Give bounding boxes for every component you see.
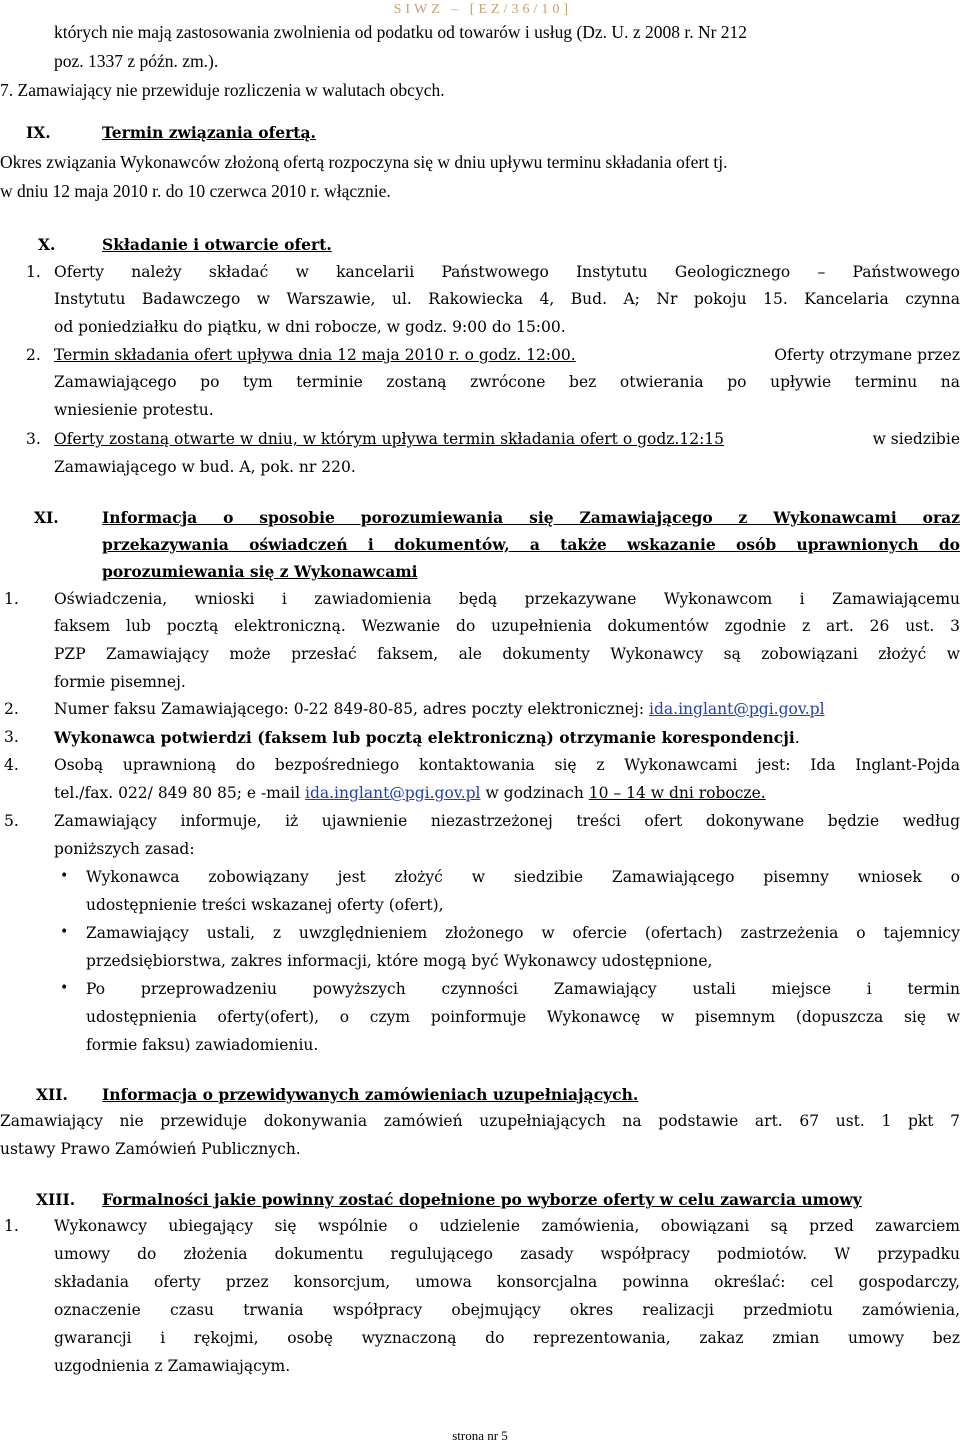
section-number: XIII.	[36, 1190, 76, 1209]
text-line: poniższych zasad:	[54, 840, 195, 858]
list-number: 5.	[4, 812, 19, 830]
text-span: tel./fax. 022/ 849 80 85; e -mail	[54, 784, 301, 802]
text-line	[54, 700, 825, 718]
text-line: udostępnienia oferty(ofert), o czym poinformuje Wykonawcę w pisemnym (dopuszcza się w	[86, 1008, 960, 1026]
text-line: umowy do złożenia dokumentu regulującego zasady współpracy podmiotów. W przypadku	[54, 1245, 960, 1263]
text-line: w dniu 12 maja 2010 r. do 10 czerwca 2010 r. włącznie.	[0, 181, 391, 201]
text-line: formie pisemnej.	[54, 673, 186, 691]
text-line: wniesienie protestu.	[54, 401, 214, 419]
email-link[interactable]: ida.inglant@pgi.gov.pl	[304, 784, 481, 802]
section-number: XI.	[34, 508, 59, 527]
text-span: Oferty otrzymane przez	[774, 346, 960, 364]
text-span: .	[794, 729, 800, 747]
text-line: faksem lub pocztą elektroniczną. Wezwanie do uzupełnienia dokumentów zgodnie z art. 26 ust. 3	[54, 617, 960, 635]
text-span: Numer faksu Zamawiającego: 0-22 849-80-85, adres poczty elektronicznej:	[54, 700, 645, 718]
deadline-text: Termin składania ofert upływa dnia 12 maja 2010 r. o godz. 12:00.	[54, 346, 576, 364]
list-number: 3.	[4, 728, 19, 746]
section-title: Składanie i otwarcie ofert.	[102, 235, 332, 254]
opening-text: Oferty zostaną otwarte w dniu, w którym upływa termin składania ofert o godz.12:15	[54, 430, 725, 448]
email-link[interactable]: ida.inglant@pgi.gov.pl	[649, 700, 825, 718]
page-header: SIWZ – [EZ/36/10]	[393, 2, 572, 17]
section-title: Formalności jakie powinny zostać dopełnione po wyborze oferty w celu zawarcia umowy	[102, 1190, 862, 1209]
text-line: Wykonawca zobowiązany jest złożyć w siedzibie Zamawiającego pisemny wniosek o	[86, 868, 960, 886]
text-span: w godzinach	[485, 784, 584, 802]
text-line	[54, 784, 766, 802]
text-line: uzgodnienia z Zamawiającym.	[54, 1357, 291, 1375]
text-line: przedsiębiorstwa, zakres informacji, które mogą być Wykonawcy udostępnione,	[86, 952, 713, 970]
text-line: ustawy Prawo Zamówień Publicznych.	[0, 1140, 301, 1158]
section-number: IX.	[26, 123, 51, 142]
bullet-icon: •	[60, 980, 69, 996]
section-title: Termin związania ofertą.	[102, 123, 316, 142]
list-number: 2.	[4, 700, 19, 718]
text-line: składania oferty przez konsorcjum, umowa konsorcjalna powinna określać: cel gospodarczy,	[54, 1273, 960, 1291]
section-title: porozumiewania się z Wykonawcami	[102, 562, 418, 581]
text-line: Zamawiający informuje, iż ujawnienie niezastrzeżonej treści ofert dokonywane będzie według	[54, 812, 960, 830]
section-title: Informacja o przewidywanych zamówieniach uzupełniających.	[102, 1085, 639, 1104]
bullet-icon: •	[60, 868, 69, 884]
text-line: udostępnienie treści wskazanej oferty (ofert),	[86, 896, 444, 914]
text-line: 7. Zamawiający nie przewiduje rozliczenia w walutach obcych.	[0, 80, 445, 100]
text-line: Osobą uprawnioną do bezpośredniego kontaktowania się z Wykonawcami jest: Ida Inglant-Pojda	[54, 756, 960, 774]
text-line	[54, 430, 960, 448]
text-line: których nie mają zastosowania zwolnienia od podatku od towarów i usług (Dz. U. z 2008 r. Nr 212	[54, 22, 748, 42]
list-number: 2.	[26, 346, 41, 364]
text-line	[54, 728, 800, 747]
text-line: oznaczenie czasu trwania współpracy obejmujący okres realizacji przedmiotu zamówienia,	[54, 1301, 960, 1319]
text-line: od poniedziałku do piątku, w dni robocze, w godz. 9:00 do 15:00.	[54, 318, 566, 336]
list-number: 1.	[4, 1217, 19, 1235]
hours-text: 10 – 14 w dni robocze.	[588, 784, 766, 802]
list-number: 1.	[4, 590, 19, 608]
text-line: Wykonawcy ubiegający się wspólnie o udzielenie zamówienia, obowiązani są przed zawarciem	[54, 1217, 960, 1235]
section-number: X.	[38, 235, 56, 254]
text-line: gwarancji i rękojmi, osobę wyznaczoną do reprezentowania, zakaz zmian umowy bez	[54, 1329, 960, 1347]
text-line: PZP Zamawiający może przesłać faksem, ale dokumenty Wykonawcy są zobowiązani złożyć w	[54, 645, 960, 663]
text-line: Oświadczenia, wnioski i zawiadomienia będą przekazywane Wykonawcom i Zamawiającemu	[54, 590, 960, 608]
text-line: Zamawiający ustali, z uwzględnieniem złożonego w ofercie (ofertach) zastrzeżenia o tajemnicy	[86, 924, 960, 942]
page-footer: strona nr 5	[452, 1428, 508, 1443]
list-number: 1.	[26, 263, 41, 281]
text-line: Zamawiającego po tym terminie zostaną zwrócone bez otwierania po upływie terminu na	[54, 373, 960, 391]
text-line: Zamawiającego w bud. A, pok. nr 220.	[54, 458, 356, 476]
text-line: Okres związania Wykonawców złożoną ofertą rozpoczyna się w dniu upływu terminu składania ofert tj.	[0, 152, 728, 172]
section-title: przekazywania oświadczeń i dokumentów, a także wskazanie osób uprawnionych do	[102, 535, 960, 554]
section-title: Informacja o sposobie porozumiewania się Zamawiającego z Wykonawcami oraz	[102, 508, 960, 527]
text-line	[54, 346, 960, 364]
bullet-icon: •	[60, 924, 69, 940]
text-span: Wykonawca potwierdzi (faksem lub pocztą elektroniczną) otrzymanie korespondencji	[54, 728, 795, 747]
list-number: 4.	[4, 756, 19, 774]
list-number: 3.	[26, 430, 41, 448]
text-line: formie faksu) zawiadomieniu.	[86, 1036, 319, 1054]
text-line: Po przeprowadzeniu powyższych czynności Zamawiający ustali miejsce i termin	[86, 980, 960, 998]
text-line: Instytutu Badawczego w Warszawie, ul. Rakowiecka 4, Bud. A; Nr pokoju 15. Kancelaria czynna	[54, 290, 960, 308]
text-line: Zamawiający nie przewiduje dokonywania zamówień uzupełniających na podstawie art. 67 ust. 1 pkt 7	[0, 1112, 960, 1130]
text-line: poz. 1337 z późn. zm.).	[54, 51, 219, 71]
section-number: XII.	[36, 1085, 68, 1104]
text-line: Oferty należy składać w kancelarii Państwowego Instytutu Geologicznego – Państwowego	[54, 263, 960, 281]
text-span: w siedzibie	[872, 430, 960, 448]
